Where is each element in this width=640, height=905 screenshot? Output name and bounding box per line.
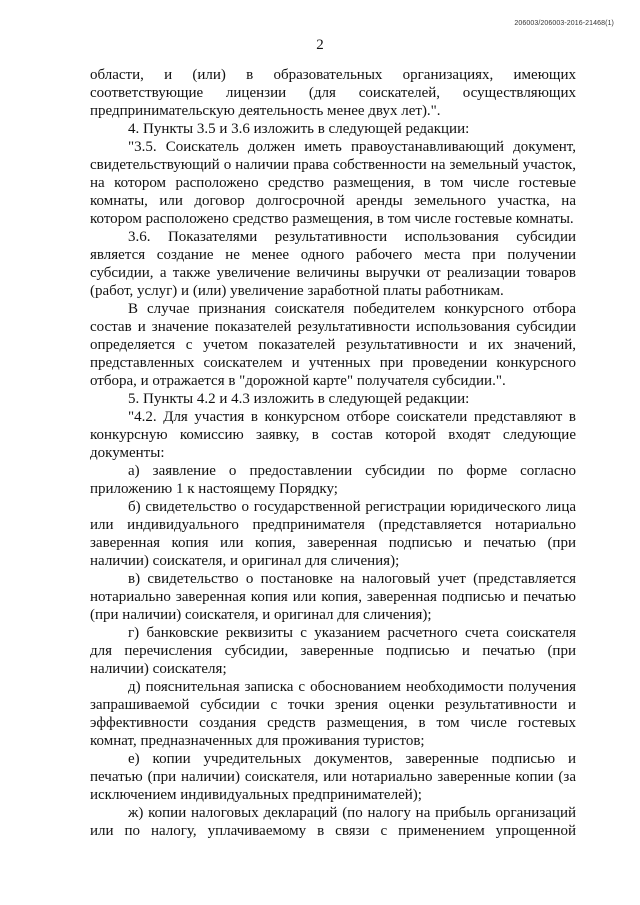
list-item-b: б) свидетельство о государственной регистрации юридического лица или индивидуального предпринимателя (представляется нотариально заверенная копия или копия, заверенная подписью и печатью (при наличии) соискателя, и оригинал для сличения); (90, 499, 576, 569)
list-item-d: д) пояснительная записка с обоснованием необходимости получения запрашиваемой субсидии с точки зрения оценки результативности и эффективности создания средств размещения, в том числе гостевых комнат, предназначенных для проживания туристов; (90, 679, 576, 749)
list-item-e: е) копии учредительных документов, заверенные подписью и печатью (при наличии) соискателя, или нотариально заверенные копии (за исключением индивидуальных предпринимателей); (90, 751, 576, 803)
page-number: 2 (316, 37, 324, 53)
paragraph-3-6: 3.6. Показателями результативности использования субсидии является создание не менее одного рабочего места при получении субсидии, а также увеличение величины выручки от реализации товаров (работ, услуг) и (или) увеличение заработной платы работникам. (90, 229, 576, 299)
paragraph-4-2: "4.2. Для участия в конкурсном отборе соискатели представляют в конкурсную комиссию заявку, в состав которой входят следующие документы: (90, 409, 576, 461)
paragraph-3-5: "3.5. Соискатель должен иметь правоустанавливающий документ, свидетельствующий о наличии права собственности на земельный участок, на котором расположено средство размещения, в том числе гостевые комнаты, или договор долгосрочной аренды земельного участка, на котором расположено средство размещения, в том числе гостевые комнаты. (90, 139, 576, 227)
list-item-zh: ж) копии налоговых деклараций (по налогу на прибыль организаций или по налогу, уплачиваемому в связи с применением упрощенной (90, 805, 576, 839)
paragraph-continuation: области, и (или) в образовательных организациях, имеющих соответствующие лицензии (для соискателей, осуществляющих предпринимательскую деятельность менее двух лет).". (90, 67, 576, 119)
paragraph-competition-winner: В случае признания соискателя победителем конкурсного отбора состав и значение показателей результативности использования субсидии определяется с учетом показателей результативности и их значений, представленных соискателем и учтенных при проведении конкурсного отбора, и отражается в "дорожной карте" получателя субсидии.". (90, 301, 576, 389)
document-body (90, 66, 576, 840)
list-item-v: в) свидетельство о постановке на налоговый учет (представляется нотариально заверенная копия или копия, заверенная подписью и печатью (при наличии) соискателя, и оригинал для сличения); (90, 571, 576, 623)
paragraph-item-4: 4. Пункты 3.5 и 3.6 изложить в следующей редакции: (128, 121, 470, 137)
paragraph-item-5: 5. Пункты 4.2 и 4.3 изложить в следующей редакции: (128, 391, 470, 407)
list-item-a: а) заявление о предоставлении субсидии по форме согласно приложению 1 к настоящему Порядку; (90, 463, 576, 497)
list-item-g: г) банковские реквизиты с указанием расчетного счета соискателя для перечисления субсидии, заверенные подписью и печатью (при наличии) соискателя; (90, 625, 576, 677)
document-id: 206003/206003-2016-21468(1) (514, 20, 614, 27)
